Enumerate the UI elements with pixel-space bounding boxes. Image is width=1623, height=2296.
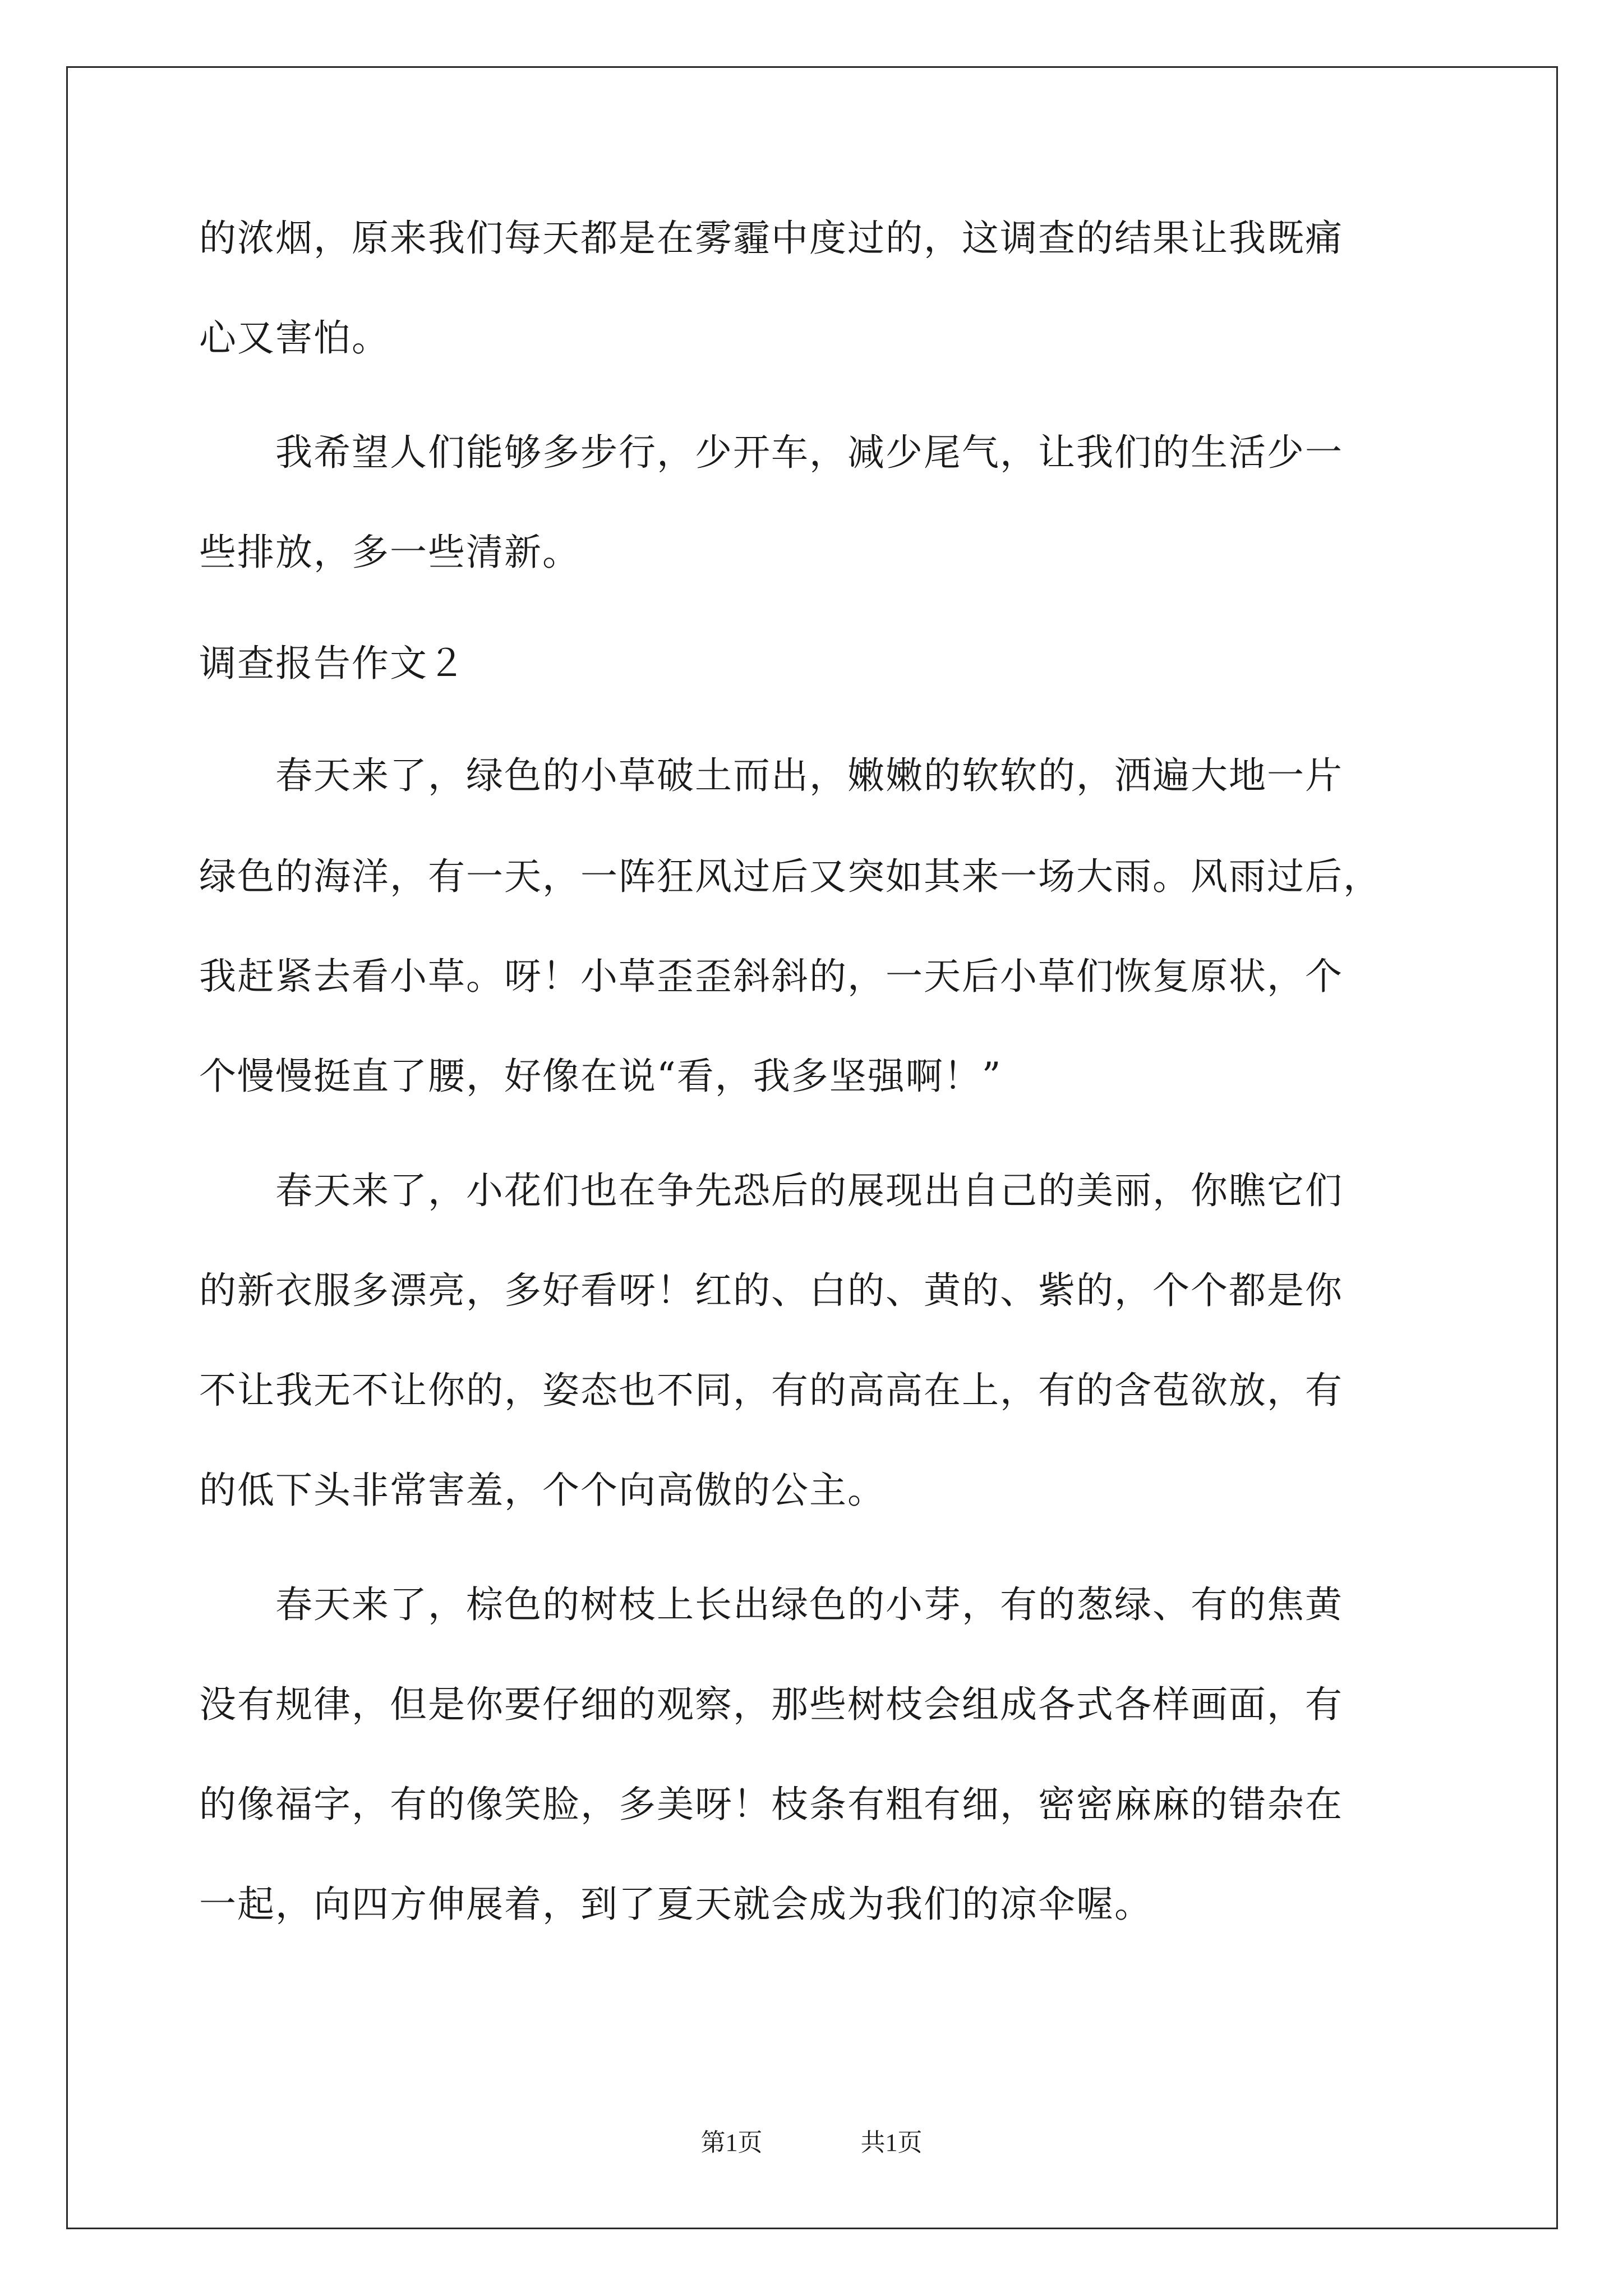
text-line: 的低下头非常害羞，个个向高傲的公主。 (199, 1469, 886, 1512)
text-line: 些排放，多一些清新。 (199, 531, 580, 574)
text-line: 的像福字，有的像笑脸，多美呀！枝条有粗有细，密密麻麻的错杂在 (199, 1783, 1343, 1826)
text-line: 心又害怕。 (199, 316, 390, 360)
text-line: 一起，向四方伸展着，到了夏天就会成为我们的凉伞喔。 (199, 1883, 1152, 1926)
text-line: 春天来了，绿色的小草破土而出，嫩嫩的软软的，洒遍大地一片 (199, 754, 1343, 797)
text-line: 春天来了，棕色的树枝上长出绿色的小芽，有的葱绿、有的焦黄 (199, 1583, 1343, 1626)
text-line: 个慢慢挺直了腰，好像在说“看，我多坚强啊！” (199, 1055, 1002, 1098)
page-number: 第1页 (700, 2129, 763, 2156)
text-line: 不让我无不让你的，姿态也不同，有的高高在上，有的含苞欲放，有 (199, 1369, 1343, 1412)
text-line: 绿色的海洋，有一天，一阵狂风过后又突如其来一场大雨。风雨过后， (199, 855, 1381, 898)
text-line: 没有规律，但是你要仔细的观察，那些树枝会组成各式各样画面，有 (199, 1683, 1343, 1726)
page-footer (0, 2126, 1623, 2160)
text-line: 我赶紧去看小草。呀！小草歪歪斜斜的，一天后小草们恢复原状，个 (199, 955, 1343, 998)
text-line: 春天来了，小花们也在争先恐后的展现出自己的美丽，你瞧它们 (199, 1169, 1343, 1212)
page-total: 共1页 (860, 2129, 923, 2156)
text-line: 的新衣服多漂亮，多好看呀！红的、白的、黄的、紫的，个个都是你 (199, 1269, 1343, 1312)
section-heading: 调查报告作文２ (199, 642, 466, 685)
text-line: 的浓烟，原来我们每天都是在雾霾中度过的，这调查的结果让我既痛 (199, 217, 1343, 260)
text-line: 我希望人们能够多步行，少开车，减少尾气，让我们的生活少一 (199, 431, 1343, 474)
